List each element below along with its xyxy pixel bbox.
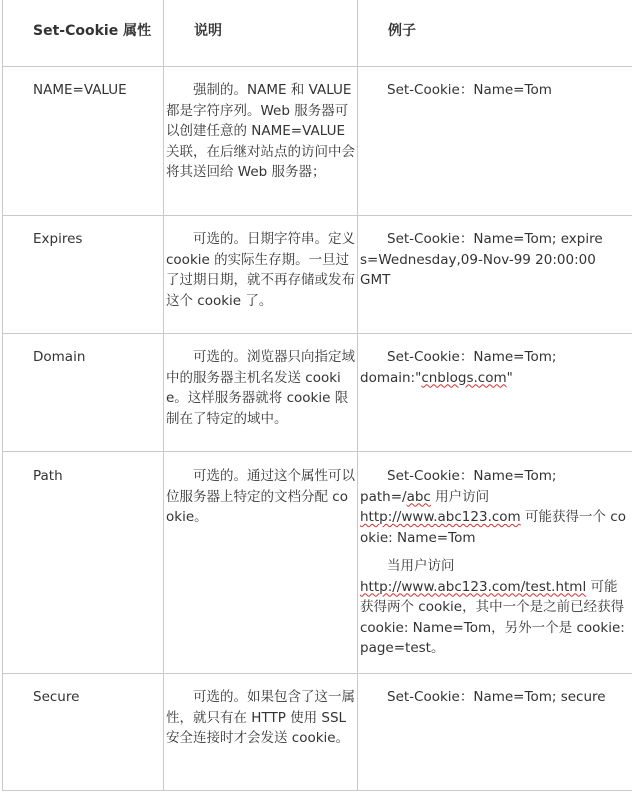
row-divider bbox=[2, 790, 632, 791]
example-text: " bbox=[506, 369, 513, 386]
example-text: 用户访问 bbox=[430, 488, 490, 505]
row-divider bbox=[2, 673, 632, 674]
row-attr-domain: Domain bbox=[33, 349, 86, 365]
row-desc-name-value: 强制的。NAME 和 VALUE 都是字符序列。Web 服务器可以创建任意的 NAME=VALUE 关联，在后继对站点的访问中会将其送回给 Web 服务器； bbox=[166, 82, 355, 180]
example-line: Set-Cookie：Name=Tom; bbox=[387, 349, 557, 365]
example-text: domain:" bbox=[360, 369, 422, 386]
row-attr-name-value: NAME=VALUE bbox=[33, 82, 127, 98]
example-text: path=/ bbox=[360, 488, 407, 505]
example-line: Set-Cookie：Name=Tom; bbox=[387, 468, 557, 484]
row-divider bbox=[2, 66, 632, 67]
row-attr-path: Path bbox=[33, 468, 63, 484]
example-url: http://www.abc123.com bbox=[360, 509, 521, 525]
row-example-secure: Set-Cookie：Name=Tom; secure bbox=[387, 689, 606, 705]
example-text: 可能获得一个 cookie: Name=Tom bbox=[360, 509, 626, 546]
cookie-attributes-table bbox=[2, 0, 632, 791]
row-divider bbox=[2, 451, 632, 452]
path-value: abc bbox=[406, 488, 431, 505]
example-line bbox=[360, 368, 630, 389]
row-example-path bbox=[360, 466, 630, 659]
row-desc-domain: 可选的。浏览器只向指定域中的服务器主机名发送 cookie。这样服务器就将 cookie 限制在了特定的域中。 bbox=[166, 349, 355, 427]
row-example-name-value: Set-Cookie：Name=Tom bbox=[387, 82, 552, 98]
example-text: 可能获得两个 cookie，其中一个是之前已经获得 cookie: Name=Tom，另外一个是 cookie:page=test。 bbox=[360, 578, 625, 656]
example-paragraph bbox=[360, 556, 630, 659]
row-divider bbox=[2, 333, 632, 334]
example-line: 当用户访问 bbox=[387, 558, 455, 574]
row-divider bbox=[2, 215, 632, 216]
header-example: 例子 bbox=[388, 23, 416, 39]
row-attr-expires: Expires bbox=[33, 231, 83, 247]
row-example-domain bbox=[360, 347, 630, 388]
row-desc-expires: 可选的。日期字符串。定义 cookie 的实际生存期。一旦过了过期日期，就不再存储或发布这个 cookie 了。 bbox=[166, 231, 355, 309]
row-example-expires: Set-Cookie：Name=Tom; expires=Wednesday,09-Nov-99 20:00:00 GMT bbox=[360, 231, 603, 288]
row-desc-path: 可选的。通过这个属性可以位服务器上特定的文档分配 cookie。 bbox=[166, 468, 355, 525]
domain-value: cnblogs.com bbox=[421, 369, 507, 386]
row-attr-secure: Secure bbox=[33, 689, 80, 705]
example-paragraph bbox=[360, 466, 630, 548]
row-desc-secure: 可选的。如果包含了这一属性，就只有在 HTTP 使用 SSL 安全连接时才会发送 cookie。 bbox=[166, 689, 355, 746]
header-attr: Set-Cookie 属性 bbox=[33, 23, 152, 39]
header-desc: 说明 bbox=[194, 23, 222, 39]
example-url: http://www.abc123.com/test.html bbox=[360, 578, 587, 595]
